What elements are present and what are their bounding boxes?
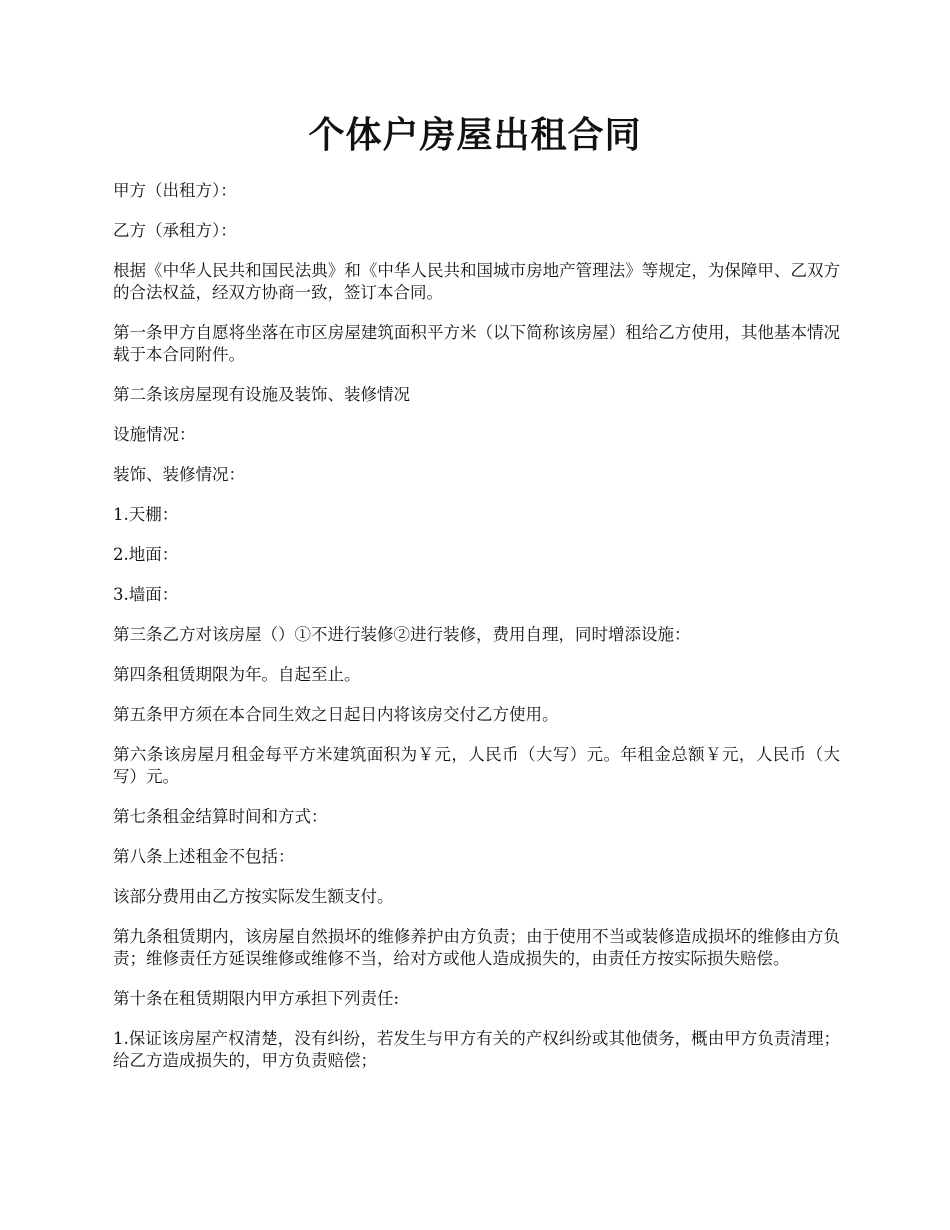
article-5: 第五条甲方须在本合同生效之日起日内将该房交付乙方使用。 bbox=[113, 705, 559, 724]
article-10-item-1: 1.保证该房屋产权清楚，没有纠纷，若发生与甲方有关的产权纠纷或其他债务，概由甲方负责清理；给乙方造成损失的，甲方负责赔偿； bbox=[113, 1029, 840, 1070]
article-3: 第三条乙方对该房屋（）①不进行装修②进行装修，费用自理，同时增添设施： bbox=[113, 625, 691, 644]
article-4: 第四条租赁期限为年。自起至止。 bbox=[113, 665, 361, 684]
article-2: 第二条该房屋现有设施及装饰、装修情况 bbox=[113, 385, 410, 404]
article-7: 第七条租金结算时间和方式： bbox=[113, 807, 328, 826]
article-8: 第八条上述租金不包括： bbox=[113, 847, 295, 866]
decoration-line: 装饰、装修情况： bbox=[113, 465, 245, 484]
document-title: 个体户房屋出租合同 bbox=[308, 115, 642, 156]
party-b-line: 乙方（承租方）： bbox=[113, 221, 237, 240]
ceiling-line: 1.天棚： bbox=[113, 505, 179, 524]
floor-line: 2.地面： bbox=[113, 545, 179, 564]
facilities-line: 设施情况： bbox=[113, 425, 196, 444]
party-a-line: 甲方（出租方）： bbox=[113, 181, 237, 200]
document-body bbox=[113, 180, 840, 1090]
article-8-note: 该部分费用由乙方按实际发生额支付。 bbox=[113, 887, 394, 906]
article-10: 第十条在租赁期限内甲方承担下列责任: bbox=[113, 989, 400, 1008]
wall-line: 3.墙面： bbox=[113, 585, 179, 604]
article-1: 第一条甲方自愿将坐落在市区房屋建筑面积平方米（以下简称该房屋）租给乙方使用，其他基本情况载于本合同附件。 bbox=[113, 323, 840, 364]
preamble-paragraph: 根据《中华人民共和国民法典》和《中华人民共和国城市房地产管理法》等规定，为保障甲、乙双方的合法权益，经双方协商一致，签订本合同。 bbox=[113, 261, 840, 302]
article-9: 第九条租赁期内，该房屋自然损坏的维修养护由方负责；由于使用不当或装修造成损坏的维修由方负责；维修责任方延误维修或维修不当，给对方或他人造成损失的，由责任方按实际损失赔偿。 bbox=[113, 927, 840, 968]
article-6: 第六条该房屋月租金每平方米建筑面积为￥元，人民币（大写）元。年租金总额￥元，人民币（大写）元。 bbox=[113, 745, 840, 786]
